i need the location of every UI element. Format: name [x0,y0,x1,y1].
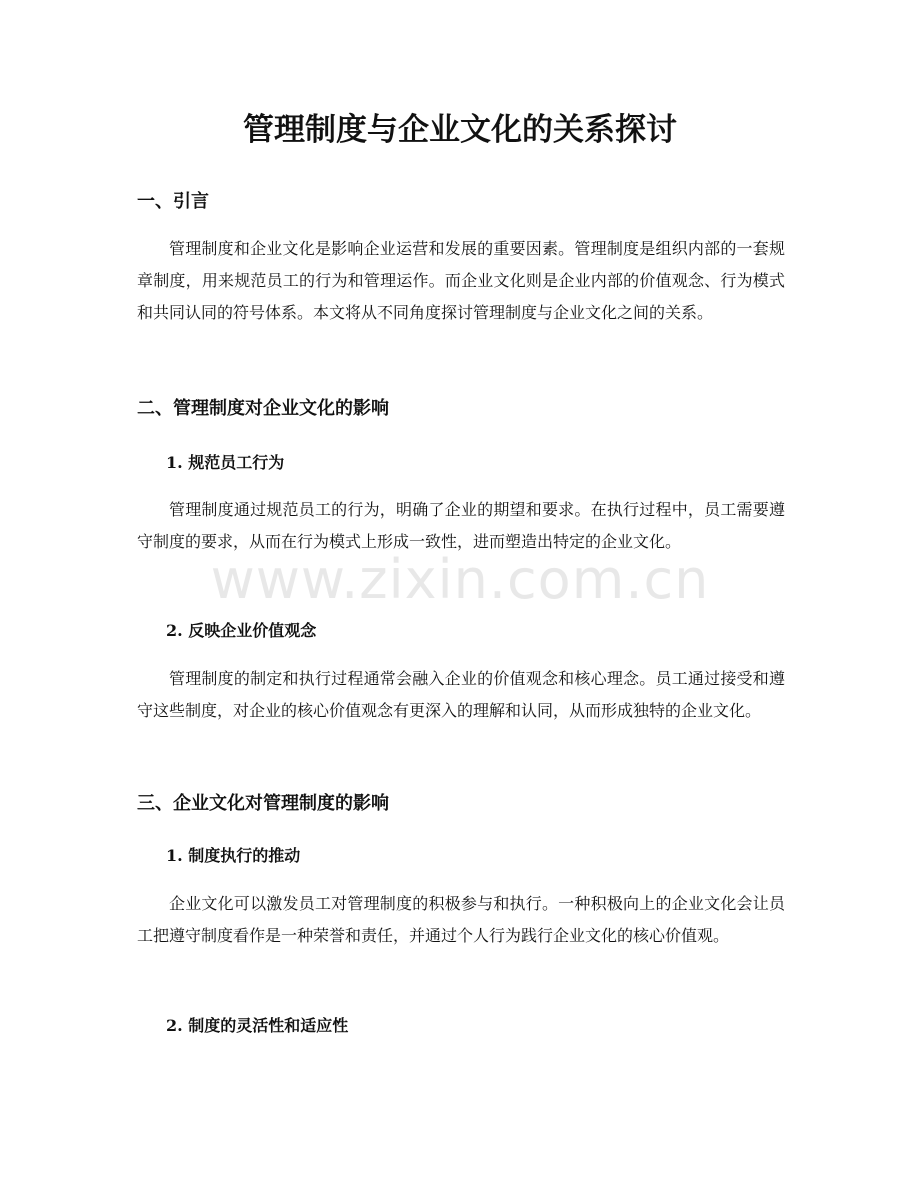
subsection-heading-reflect-values: 2. 反映企业价值观念 [166,621,317,640]
paragraph-reflect-values: 管理制度的制定和执行过程通常会融入企业的价值观念和核心理念。员工通过接受和遵守这些制度，对企业的核心价值观念有更深入的理解和认同，从而形成独特的企业文化。 [137,669,785,720]
subsection-heading-flexibility: 2. 制度的灵活性和适应性 [166,1016,349,1035]
section-heading-culture-impact: 三、企业文化对管理制度的影响 [137,793,389,814]
section-heading-introduction: 一、引言 [137,191,209,212]
subsection-heading-regulate-behavior: 1. 规范员工行为 [166,453,285,472]
paragraph-introduction: 管理制度和企业文化是影响企业运营和发展的重要因素。管理制度是组织内部的一套规章制度，用来规范员工的行为和管理运作。而企业文化则是企业内部的价值观念、行为模式和共同认同的符号体系。本文将从不同角度探讨管理制度与企业文化之间的关系。 [137,239,785,322]
paragraph-regulate-behavior: 管理制度通过规范员工的行为，明确了企业的期望和要求。在执行过程中，员工需要遵守制度的要求，从而在行为模式上形成一致性，进而塑造出特定的企业文化。 [137,500,785,551]
paragraph-execution-drive: 企业文化可以激发员工对管理制度的积极参与和执行。一种积极向上的企业文化会让员工把遵守制度看作是一种荣誉和责任，并通过个人行为践行企业文化的核心价值观。 [137,894,785,945]
section-heading-system-impact: 二、管理制度对企业文化的影响 [137,398,389,419]
watermark: www.zixin.com.cn [210,548,710,611]
subsection-heading-execution-drive: 1. 制度执行的推动 [166,846,301,865]
document-title: 管理制度与企业文化的关系探讨 [243,112,677,148]
